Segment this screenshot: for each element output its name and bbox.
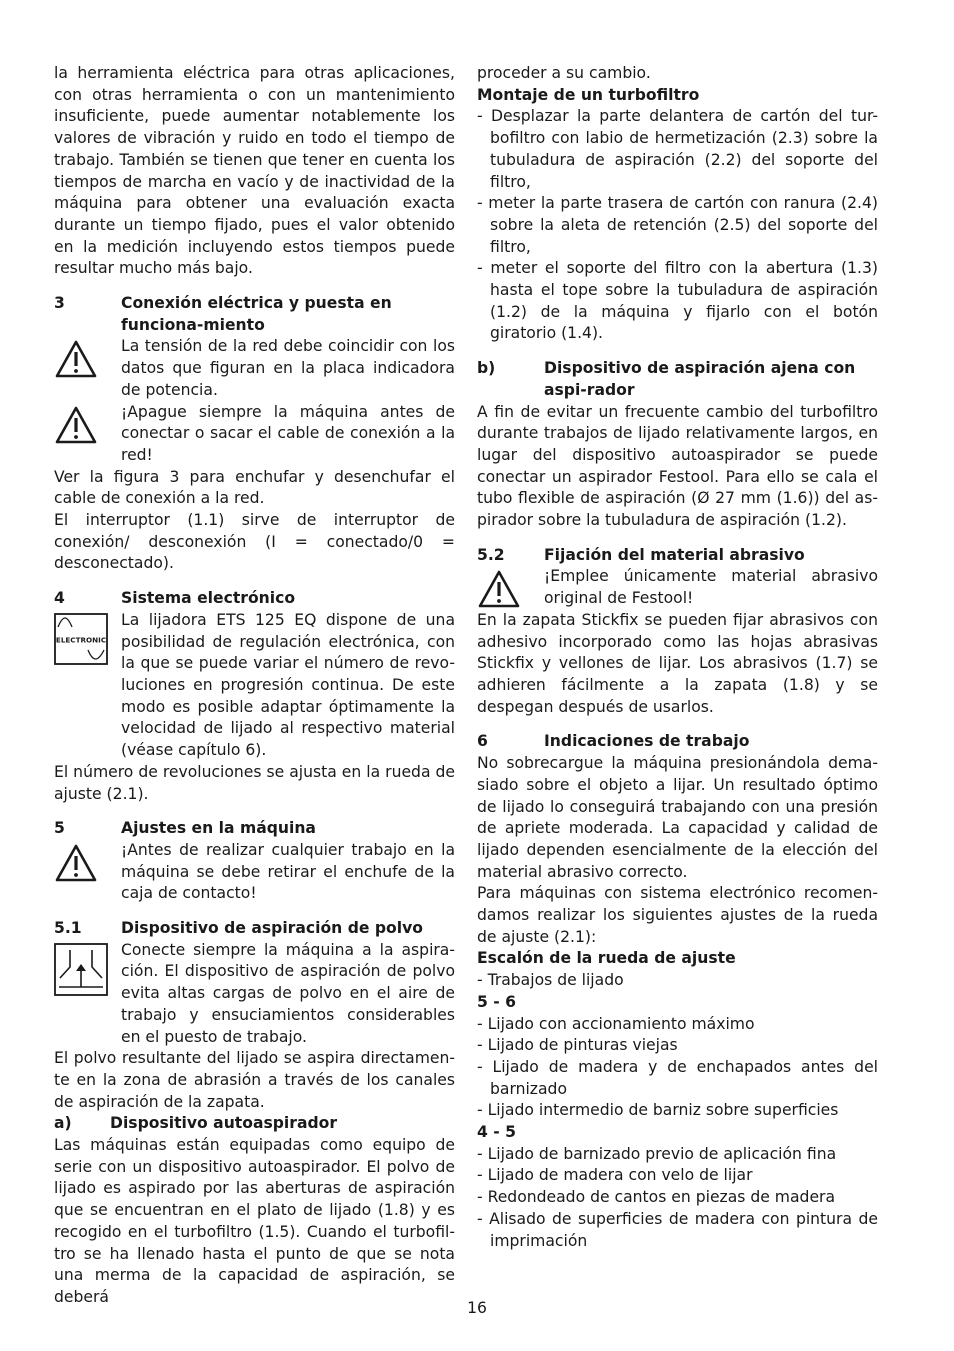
section-title: Dispositivo de aspiración de polvo xyxy=(121,919,423,938)
paragraph: El interruptor (1.1) sirve de interruptor de conexión/ desconexión (I = conectado/0 = desconectado). xyxy=(54,511,455,573)
warning-icon xyxy=(54,402,121,467)
svg-text:ELECTRONIC: ELECTRONIC xyxy=(55,635,107,645)
warning-text: La tensión de la red debe coincidir con los datos que figuran en la placa indicadora de potencia. xyxy=(121,337,455,399)
subsection-b-heading xyxy=(477,358,878,401)
paragraph: Las máquinas están equipadas como equipo de serie con un dispositivo autoaspirador. El polvo de lijado es aspirado por las aberturas de aspiración que se encuentran en el plato de lijado (1.8) y es recogido en el turbofiltro (1.5). Cuando el turbofil-tro se ha llenado hasta el punto de que se nota una merma de la capacidad de aspiración, se deberá xyxy=(54,1136,455,1306)
section-title: Indicaciones de trabajo xyxy=(544,732,750,751)
page-number: 16 xyxy=(467,1299,487,1317)
paragraph: proceder a su cambio. xyxy=(477,64,651,82)
list-item: - Lijado de pinturas viejas xyxy=(477,1036,678,1055)
paragraph: Para máquinas con sistema electrónico recomen-damos realizar los siguientes ajustes de la rueda de ajuste (2.1): xyxy=(477,884,878,946)
list-item: - Lijado de madera con velo de lijar xyxy=(477,1166,753,1185)
subsection-title: Dispositivo de aspiración ajena con aspi-rador xyxy=(544,359,856,399)
list-item: - Lijado con accionamiento máximo xyxy=(477,1014,755,1033)
paragraph: No sobrecargue la máquina presionándola dema-siado sobre el objeto a lijar. Un resultado óptimo de lijado lo conseguirá trabajando con una presión de apriete moderada. La capacidad y calidad de lijado dependen esencialmente de la elección del material abrasivo correcto. xyxy=(477,754,878,881)
section-title: Sistema electrónico xyxy=(121,589,296,608)
warning-text: ¡Apague siempre la máquina antes de conectar o sacar el cable de conexión a la red! xyxy=(121,402,455,464)
section-number: 4 xyxy=(54,589,65,608)
warning-icon xyxy=(477,566,544,609)
dust-extraction-block xyxy=(54,940,455,1049)
group-title: 5 - 6 xyxy=(477,992,517,1011)
list-item: - meter el soporte del filtro con la abertura (1.3) hasta el tope sobre la tubuladura de aspiración (1.2) de la máquina y fijarlo con el botón giratorio (1.4). xyxy=(477,259,878,343)
list-item: - Desplazar la parte delantera de cartón del tur-bofiltro con labio de hermetización (2.3) sobre la tubuladura de aspiración (2.2) del soporte del filtro, xyxy=(477,107,878,191)
section-number: 6 xyxy=(477,732,488,751)
group-title: 4 - 5 xyxy=(477,1123,517,1142)
subsection-letter: b) xyxy=(477,359,496,378)
right-column xyxy=(477,63,878,1252)
step-title: Escalón de la rueda de ajuste xyxy=(477,949,736,968)
warning-text: ¡Antes de realizar cualquier trabajo en la máquina se debe retirar el enchufe de la caja de contacto! xyxy=(121,840,455,903)
paragraph: A fin de evitar un frecuente cambio del turbofiltro durante trabajos de lijado relativamente largos, en lugar del dispositivo autoaspirador se puede conectar un aspirador Festool. Para ello se cala el tubo flexible de aspiración (Ø 27 mm (1.6)) del as-pirador sobre la tubuladura de aspiración (1.2). xyxy=(477,402,878,530)
warning-icon xyxy=(54,336,121,401)
left-column xyxy=(54,63,455,1309)
section-6-heading xyxy=(477,731,878,753)
list-item: - Trabajos de lijado xyxy=(477,971,624,990)
dust-extraction-icon xyxy=(54,940,121,1049)
intro-paragraph: la herramienta eléctrica para otras aplicaciones, con otras herramienta o con un mantenimiento insuficiente, puede aumentar notablemente los valores de vibración y ruido en todo el tiempo de trabajo. También se tienen que tener en cuenta los tiempos de marcha en vacío y de inactividad de la máquina para obtener una evaluación exacta durante un tiempo fijado, pues el valor obtenido en la medición incluyendo estos tiempos puede resultar mucho más bajo. xyxy=(54,64,455,278)
mount-title: Montaje de un turbofiltro xyxy=(477,85,700,104)
electronic-icon xyxy=(54,610,121,762)
section-5-1-heading xyxy=(54,918,455,940)
subsection-letter: a) xyxy=(54,1114,72,1133)
section-5-2-heading xyxy=(477,545,878,567)
section-number: 5.1 xyxy=(54,919,82,938)
list-item: - Redondeado de cantos en piezas de madera xyxy=(477,1188,836,1207)
warning-icon xyxy=(54,840,121,905)
list-item: - Alisado de superficies de madera con pintura de imprimación xyxy=(477,1209,878,1250)
section-number: 3 xyxy=(54,294,65,313)
warning-block xyxy=(54,336,455,401)
section-number: 5.2 xyxy=(477,545,505,564)
section-title: Fijación del material abrasivo xyxy=(544,545,805,564)
warning-block xyxy=(54,402,455,467)
section-4-heading xyxy=(54,588,455,610)
electronic-text: La lijadora ETS 125 EQ dispone de una posibilidad de regulación electrónica, con la que se puede variar el número de revo-luciones en progresión continua. De este modo es posible adaptar óptimamente la velocidad de lijado al respectivo material (véase capítulo 6). xyxy=(121,610,455,760)
electronic-block xyxy=(54,610,455,762)
warning-text: ¡Emplee únicamente material abrasivo original de Festool! xyxy=(544,567,878,608)
list-item: - meter la parte trasera de cartón con ranura (2.4) sobre la aleta de retención (2.5) del soporte del filtro, xyxy=(477,194,878,256)
list-item: - Lijado de barnizado previo de aplicación fina xyxy=(477,1144,837,1163)
paragraph: El polvo resultante del lijado se aspira directamen-te en la zona de abrasión a través de los canales de aspiración de la zapata. xyxy=(54,1049,455,1111)
section-number: 5 xyxy=(54,819,65,838)
paragraph: El número de revoluciones se ajusta en la rueda de ajuste (2.1). xyxy=(54,762,455,803)
list-item: - Lijado de madera y de enchapados antes del barnizado xyxy=(477,1057,878,1098)
section-3-heading xyxy=(54,293,455,336)
paragraph: Ver la figura 3 para enchufar y desenchufar el cable de conexión a la red. xyxy=(54,467,455,508)
section-title: Ajustes en la máquina xyxy=(121,819,316,838)
section-title: Conexión eléctrica y puesta en funciona-miento xyxy=(121,294,392,334)
subsection-title: Dispositivo autoaspirador xyxy=(110,1114,338,1133)
warning-block xyxy=(477,566,878,609)
list-item: - Lijado intermedio de barniz sobre superficies xyxy=(477,1101,839,1120)
warning-block xyxy=(54,840,455,905)
subsection-a-heading xyxy=(54,1113,455,1135)
dust-extraction-text: Conecte siempre la máquina a la aspira-ción. El dispositivo de aspiración de polvo evita altas cargas de polvo en el aire de trabajo y ensuciamientos considerables en el puesto de trabajo. xyxy=(121,940,455,1046)
paragraph: En la zapata Stickfix se pueden fijar abrasivos con adhesivo incorporado como las hojas abrasivas Stickfix y vellones de lijar. Los abrasivos (1.7) se adhieren fácilmente a la zapata (1.8) y se despegan después de usarlos. xyxy=(477,610,878,716)
section-5-heading xyxy=(54,818,455,840)
